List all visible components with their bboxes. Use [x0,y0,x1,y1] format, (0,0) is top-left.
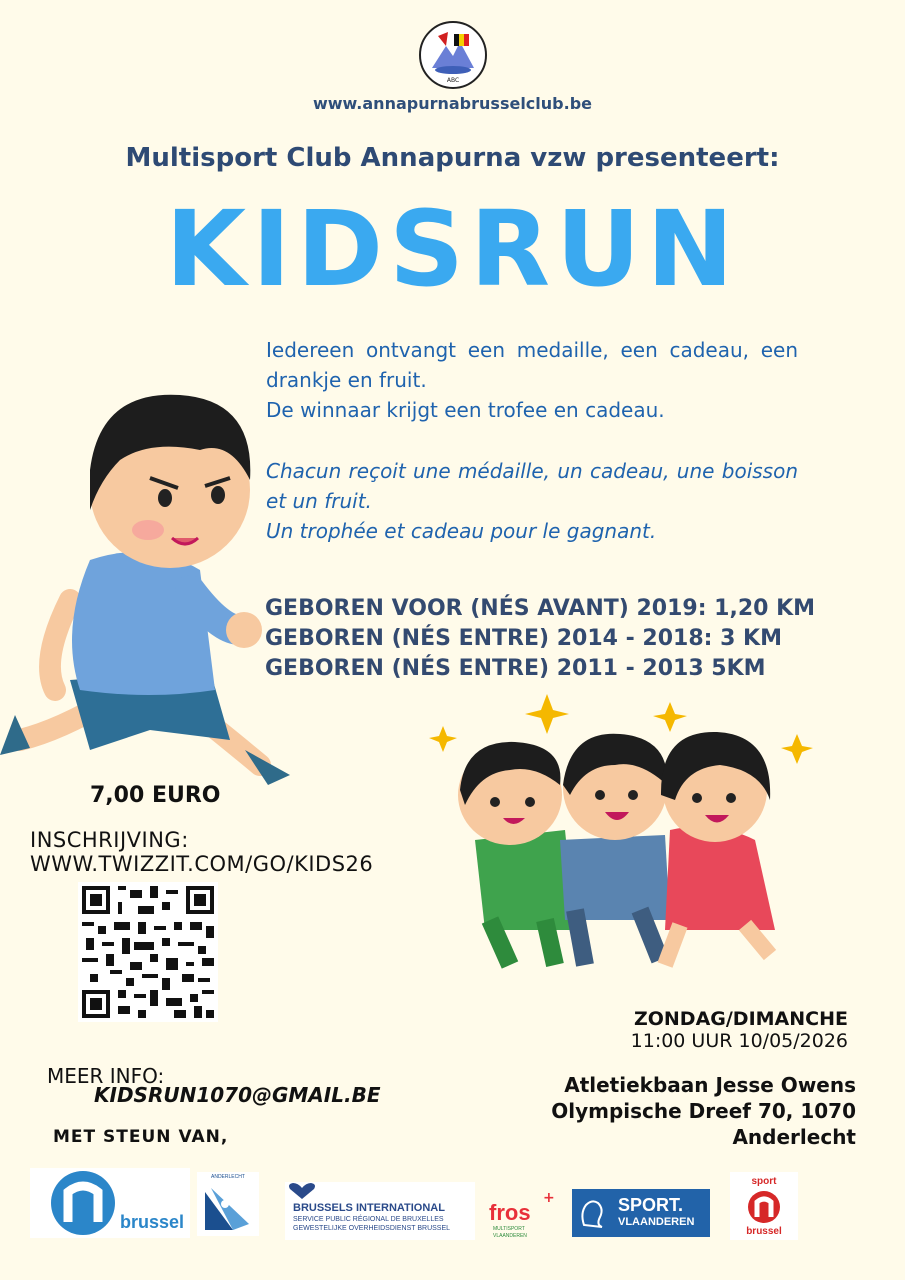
bi-subtitle-fr: SERVICE PUBLIC RÉGIONAL DE BRUXELLES [293,1216,444,1223]
bi-title: BRUSSELS INTERNATIONAL [293,1202,445,1214]
sport-br-top: sport [751,1176,777,1187]
event-title: KIDSRUN [165,188,740,310]
svg-text:ABC: ABC [446,77,460,84]
annapurna-club-logo [418,20,488,90]
sponsor-sport-vlaanderen [572,1189,710,1237]
category-1: GEBOREN VOOR (NÉS AVANT) 2019: 1,20 KM [265,596,816,621]
anderlecht-label: ANDERLECHT [211,1174,245,1180]
sport-vl-title: SPORT. [618,1195,684,1215]
info-french-line2: Un trophée et cadeau pour le gagnant. [266,519,657,543]
sport-vl-subtitle: VLAANDEREN [618,1216,695,1228]
price-label: 7,00 EURO [90,783,221,808]
sponsor-fros [485,1186,557,1242]
fros-sub1: MULTISPORT [493,1226,525,1232]
fros-sub2: VLAANDEREN [493,1233,527,1239]
venue-line2: Olympische Dreef 70, 1070 [551,1099,856,1123]
plus-icon: + [543,1190,555,1206]
website-link[interactable]: www.annapurnabrusselclub.be [312,94,592,113]
category-2: GEBOREN (NÉS ENTRE) 2014 - 2018: 3 KM [265,626,782,651]
info-dutch [266,335,798,425]
nbrussel-logo-icon [48,1170,118,1236]
running-kids-illustration [425,690,815,980]
presenter-heading: Multisport Club Annapurna vzw presenteert: [125,143,780,173]
sport-br-bottom: brussel [746,1226,782,1237]
event-date-block [631,1008,848,1052]
sponsor-anderlecht [197,1172,259,1236]
event-day: ZONDAG/DIMANCHE [633,1008,848,1030]
anderlecht-logo-icon [203,1182,253,1232]
contact-email[interactable]: KIDSRUN1070@GMAIL.BE [94,1083,381,1107]
info-dutch-line1: Iedereen ontvangt een medaille, een cadeau, een drankje en fruit. [266,338,798,392]
sponsor-brussels-international [285,1182,475,1240]
nbrussel-label: brussel [120,1212,185,1232]
category-3: GEBOREN (NÉS ENTRE) 2011 - 2013 5KM [265,656,766,681]
nbrussel-red-logo-icon [747,1190,781,1224]
heart-icon [287,1182,317,1200]
fros-label: fros [489,1200,531,1225]
info-french-line1: Chacun reçoit une médaille, un cadeau, une boisson et un fruit. [266,459,798,513]
event-venue [551,1072,856,1150]
venue-line3: Anderlecht [732,1125,856,1149]
venue-line1: Atletiekbaan Jesse Owens [564,1073,856,1097]
bi-subtitle-nl: GEWESTELIJKE OVERHEIDSDIENST BRUSSEL [293,1225,451,1232]
registration-label: INSCHRIJVING: [30,828,189,852]
more-info-label: MEER INFO: [47,1064,165,1088]
info-dutch-line2: De winnaar krijgt een trofee en cadeau. [266,398,665,422]
sponsor-sport-brussel [730,1172,798,1240]
info-french [266,456,798,546]
lion-icon [578,1197,606,1229]
support-label: MET STEUN VAN, [53,1127,229,1147]
sponsor-nbrussel [30,1168,190,1238]
registration-block [30,828,373,876]
event-time: 11:00 UUR 10/05/2026 [630,1030,848,1052]
age-categories [265,594,865,684]
running-boy-illustration [0,370,300,790]
registration-url[interactable]: WWW.TWIZZIT.COM/GO/KIDS26 [30,852,374,876]
qr-code-icon[interactable] [78,882,218,1022]
